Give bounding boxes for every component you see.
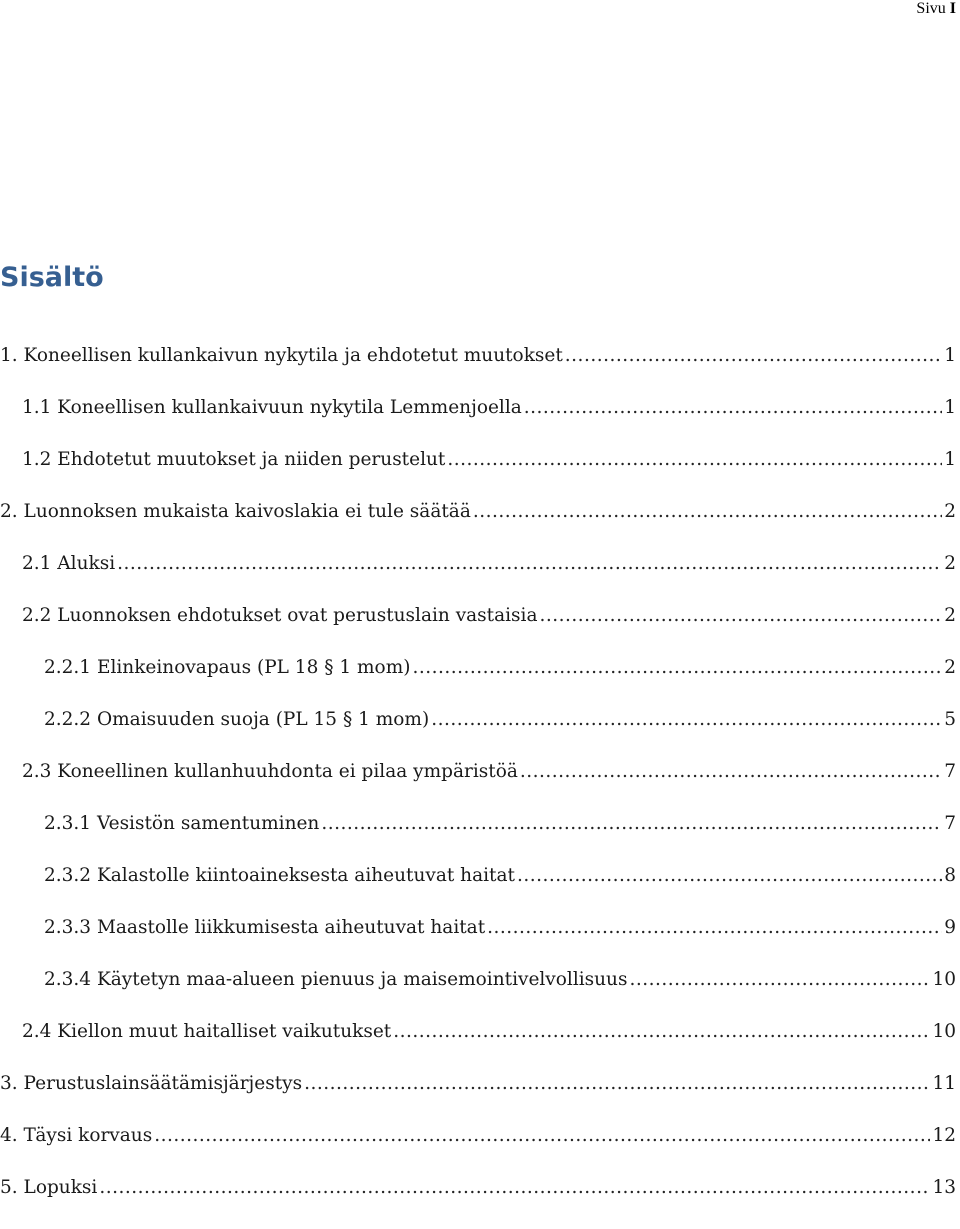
toc-entry-page: 1: [944, 345, 956, 366]
toc-leader-dots: [431, 709, 942, 730]
toc-leader-dots: [117, 553, 942, 574]
toc-entry-text: 2.4 Kiellon muut haitalliset vaikutukset: [22, 1021, 392, 1042]
toc-entry-page: 1: [944, 397, 956, 418]
toc-entry-page: 11: [932, 1073, 956, 1094]
toc-entry-page: 10: [932, 969, 956, 990]
toc-entry-text: 2.2.2 Omaisuuden suoja (PL 15 § 1 mom): [44, 709, 430, 730]
toc-entry-text: 2.3.2 Kalastolle kiintoaineksesta aiheutuvat haitat: [44, 865, 515, 886]
toc-entry[interactable]: [0, 657, 960, 709]
toc-entry-page: 10: [932, 1021, 956, 1042]
toc-entry-page: 13: [932, 1177, 956, 1198]
page-header-label: Sivu: [916, 0, 946, 17]
toc-leader-dots: [99, 1177, 930, 1198]
toc-entry-text: 2.3.3 Maastolle liikkumisesta aiheutuvat haitat: [44, 917, 486, 938]
toc-entry-text: 3. Perustuslainsäätämisjärjestys: [0, 1073, 303, 1094]
toc-entry[interactable]: [0, 709, 960, 761]
toc-entry-page: 7: [944, 761, 956, 782]
toc-leader-dots: [487, 917, 942, 938]
toc-entry-text: 2.3.1 Vesistön samentuminen: [44, 813, 320, 834]
page-header-number: I: [949, 0, 956, 17]
toc-entry[interactable]: [0, 917, 960, 969]
toc-entry[interactable]: [0, 449, 960, 501]
toc-entry[interactable]: [0, 969, 960, 1021]
page-header: [916, 0, 956, 18]
toc-entry-text: 2. Luonnoksen mukaista kaivoslakia ei tule säätää: [0, 501, 471, 522]
toc-entry-text: 2.3 Koneellinen kullanhuuhdonta ei pilaa ympäristöä: [22, 761, 518, 782]
toc-entry[interactable]: [0, 761, 960, 813]
toc-entry-page: 1: [944, 449, 956, 470]
toc-entry-page: 9: [944, 917, 956, 938]
toc-entry-page: 2: [944, 501, 956, 522]
toc-entry-text: 2.3.4 Käytetyn maa-alueen pienuus ja maisemointivelvollisuus: [44, 969, 628, 990]
toc-leader-dots: [520, 761, 942, 782]
toc-entry[interactable]: [0, 553, 960, 605]
toc-entry-text: 4. Täysi korvaus: [0, 1125, 153, 1146]
toc-entry[interactable]: [0, 1021, 960, 1073]
toc-list: [0, 345, 960, 1229]
toc-entry-text: 2.2.1 Elinkeinovapaus (PL 18 § 1 mom): [44, 657, 411, 678]
toc-leader-dots: [321, 813, 942, 834]
toc-leader-dots: [517, 865, 942, 886]
toc-entry-page: 5: [944, 709, 956, 730]
toc-entry-page: 2: [944, 605, 956, 626]
toc-leader-dots: [412, 657, 942, 678]
toc-leader-dots: [565, 345, 942, 366]
toc-entry-page: 2: [944, 657, 956, 678]
toc-entry-page: 12: [932, 1125, 956, 1146]
toc-entry[interactable]: [0, 813, 960, 865]
toc-entry-text: 5. Lopuksi: [0, 1177, 98, 1198]
toc-entry[interactable]: [0, 1073, 960, 1125]
toc-entry[interactable]: [0, 345, 960, 397]
toc-leader-dots: [524, 397, 942, 418]
toc-entry-text: 1.1 Koneellisen kullankaivuun nykytila Lemmenjoella: [22, 397, 522, 418]
toc-leader-dots: [473, 501, 942, 522]
toc-entry-page: 7: [944, 813, 956, 834]
toc-leader-dots: [304, 1073, 930, 1094]
toc-entry-text: 1.2 Ehdotetut muutokset ja niiden perustelut: [22, 449, 446, 470]
toc-leader-dots: [629, 969, 930, 990]
toc-entry[interactable]: [0, 1125, 960, 1177]
toc-entry[interactable]: [0, 501, 960, 553]
toc-entry-page: 8: [944, 865, 956, 886]
toc-entry[interactable]: [0, 1177, 960, 1229]
toc-entry-text: 2.2 Luonnoksen ehdotukset ovat perustuslain vastaisia: [22, 605, 538, 626]
toc-leader-dots: [540, 605, 943, 626]
toc-entry[interactable]: [0, 397, 960, 449]
toc-entry-text: 1. Koneellisen kullankaivun nykytila ja ehdotetut muutokset: [0, 345, 563, 366]
toc-entry-text: 2.1 Aluksi: [22, 553, 116, 574]
toc-title: Sisältö: [0, 262, 104, 293]
toc-entry-page: 2: [944, 553, 956, 574]
toc-entry[interactable]: [0, 605, 960, 657]
toc-leader-dots: [393, 1021, 930, 1042]
toc-leader-dots: [154, 1125, 930, 1146]
toc-entry[interactable]: [0, 865, 960, 917]
toc-leader-dots: [447, 449, 942, 470]
